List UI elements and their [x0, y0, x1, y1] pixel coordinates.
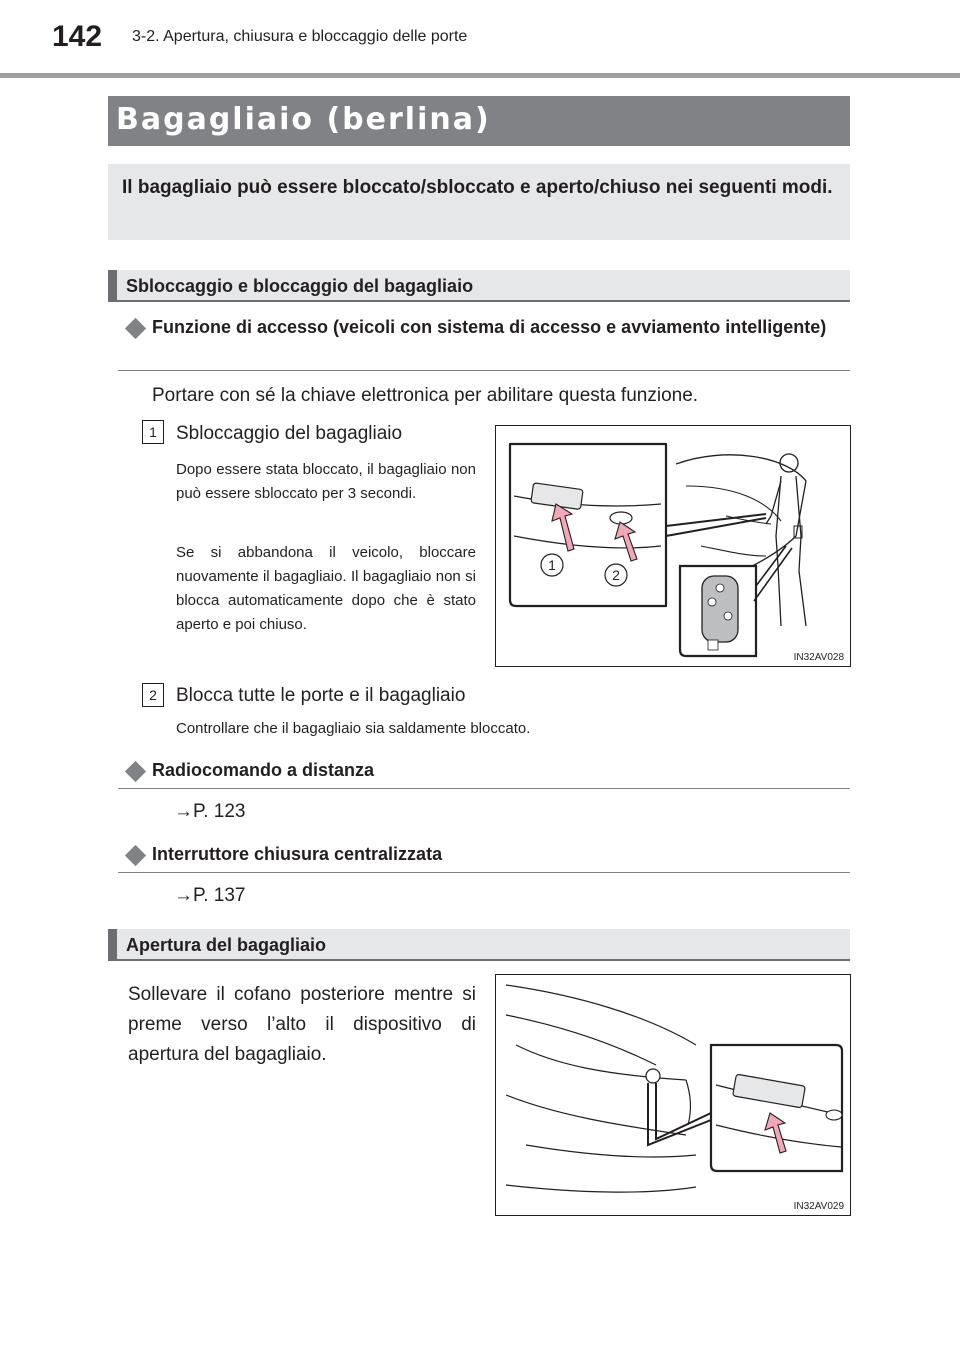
step2-note: Controllare che il bagagliaio sia saldamente bloccato. — [176, 720, 531, 737]
section-heading-open-trunk: Apertura del bagagliaio — [126, 935, 327, 955]
figure-callout-1: 1 — [548, 557, 556, 573]
subheading-entry-function: Funzione di accesso (veicoli con sistema di accesso e avviamento intelligente) — [152, 317, 827, 337]
header-rule — [0, 73, 960, 78]
diamond-bullet-icon — [125, 761, 146, 782]
section-heading-unlock-lock: Sbloccaggio e bloccaggio del bagagliaio — [126, 276, 474, 296]
figure-code-1: IN32AV028 — [793, 652, 844, 663]
step-number-1: 1 — [142, 420, 164, 444]
subheading-central-lock: Interruttore chiusura centralizzata — [152, 844, 443, 864]
figure-trunk-open-illustration — [496, 975, 850, 1215]
page-title: Bagagliaio (berlina) — [116, 102, 491, 137]
intro-text: Il bagagliaio può essere bloccato/sbloccato e aperto/chiuso nei seguenti modi. — [122, 177, 833, 198]
step2-label: Blocca tutte le porte e il bagagliaio — [176, 685, 466, 706]
central-lock-page-ref: →P. 137 — [174, 885, 246, 906]
figure-trunk-unlock-illustration — [496, 426, 850, 666]
subheading-rule — [118, 788, 850, 789]
subheading-rule — [118, 872, 850, 873]
section-accent — [108, 270, 117, 302]
figure-callout-2: 2 — [612, 567, 620, 583]
step1-note1: Dopo essere stata bloccato, il bagagliaio non può essere sbloccato per 3 secondi. — [176, 461, 476, 502]
step-number-2: 2 — [142, 683, 164, 707]
subheading-remote: Radiocomando a distanza — [152, 760, 375, 780]
step1-note2: Se si abbandona il veicolo, bloccare nuovamente il bagagliaio. Il bagagliaio non si blocca automaticamente dopo che è stato aperto e poi chiuso. — [176, 544, 476, 633]
page-number: 142 — [52, 20, 103, 53]
remote-page-ref: →P. 123 — [174, 801, 246, 822]
entry-function-text: Portare con sé la chiave elettronica per abilitare questa funzione. — [152, 385, 699, 406]
diamond-bullet-icon — [125, 318, 146, 339]
figure-code-2: IN32AV029 — [793, 1201, 844, 1212]
section-accent — [108, 929, 117, 961]
diamond-bullet-icon — [125, 845, 146, 866]
figure-trunk-open — [495, 974, 851, 1216]
chapter-title: 3-2. Apertura, chiusura e bloccaggio delle porte — [132, 28, 468, 45]
figure-trunk-unlock — [495, 425, 851, 667]
subheading-rule — [118, 370, 850, 371]
open-trunk-text: Sollevare il cofano posteriore mentre si preme verso l’alto il dispositivo di apertura del bagagliaio. — [128, 984, 476, 1065]
step1-label: Sbloccaggio del bagagliaio — [176, 423, 403, 444]
